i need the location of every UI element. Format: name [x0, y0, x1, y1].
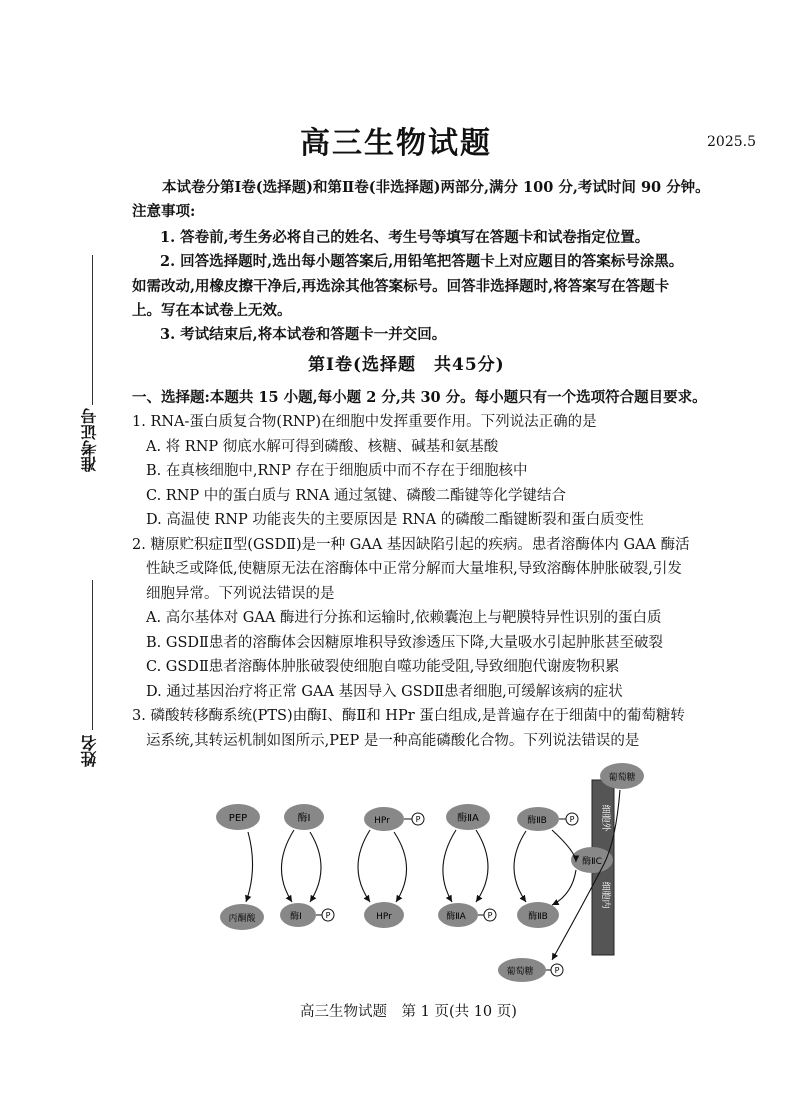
pyruvate-label: 丙酮酸 [228, 914, 256, 924]
glucose-outside-label: 葡萄糖 [608, 773, 636, 783]
exam-intro: 本试卷分第Ⅰ卷(选择题)和第Ⅱ卷(非选择题)两部分,满分 100 分,考试时间 90 分钟。 [162, 179, 710, 196]
note-item: 3. 考试结束后,将本试卷和答题卡一并交回。 [160, 326, 447, 343]
reaction-arrow [281, 830, 294, 902]
enzyme-2a-p-label: 酶ⅡA [446, 912, 466, 922]
binding-line-top [92, 255, 93, 405]
binding-line-bottom [92, 580, 93, 730]
pep-label: PEP [228, 813, 248, 824]
reaction-arrow [394, 832, 407, 902]
name-label: 姓名 [80, 735, 99, 767]
note-item: 上。写在本试卷上无效。 [132, 302, 292, 319]
note-item: 如需改动,用橡皮擦干净后,再选涂其他答案标号。回答非选择题时,将答案写在答题卡 [132, 278, 670, 295]
enzyme-2a-label: 酶ⅡA [457, 813, 479, 824]
membrane-outside-label: 细胞外 [600, 804, 610, 832]
part-instruction: 一、选择题:本题共 15 小题,每小题 2 分,共 30 分。每小题只有一个选项符合题目要求。 [132, 389, 707, 406]
enzyme-2b-label: 酶ⅡB [528, 912, 548, 922]
question-stem: 3. 磷酸转移酶系统(PTS)由酶Ⅰ、酶Ⅱ和 HPr 蛋白组成,是普遍存在于细菌中的葡萄糖转 [132, 708, 685, 724]
reaction-arrow [476, 830, 488, 902]
question-option: B. GSDⅡ患者的溶酶体会因糖原堆积导致渗透压下降,大量吸水引起肿胀甚至破裂 [146, 635, 663, 651]
reaction-arrow [246, 832, 253, 902]
question-option: B. 在真核细胞中,RNP 存在于细胞质中而不存在于细胞核中 [146, 463, 528, 479]
enzyme-2b-p-label: 酶ⅡB [527, 816, 547, 826]
question-stem: 性缺乏或降低,使糖原无法在溶酶体中正常分解而大量堆积,导致溶酶体肿胀破裂,引发 [146, 561, 682, 577]
question-option: A. 高尔基体对 GAA 酶进行分拣和运输时,依赖囊泡上与靶膜特异性识别的蛋白质 [146, 610, 662, 626]
notes-heading: 注意事项: [132, 203, 196, 220]
note-item: 2. 回答选择题时,选出每小题答案后,用铅笔把答题卡上对应题目的答案标号涂黑。 [160, 253, 684, 270]
exam-date: 2025.5 [707, 134, 756, 150]
question-stem: 细胞异常。下列说法错误的是 [146, 586, 335, 602]
hpr-p-label: HPr [374, 816, 390, 826]
question-option: D. 高温使 RNP 功能丧失的主要原因是 RNA 的磷酸二酯键断裂和蛋白质变性 [146, 512, 644, 528]
phosphate-label: P [415, 815, 421, 824]
question-stem: 1. RNA-蛋白质复合物(RNP)在细胞中发挥重要作用。下列说法正确的是 [132, 414, 597, 430]
reaction-arrow [443, 830, 456, 902]
question-option: D. 通过基因治疗将正常 GAA 基因导入 GSDⅡ患者细胞,可缓解该病的症状 [146, 684, 623, 700]
glucose-inside-label: 葡萄糖 [506, 967, 534, 977]
question-stem: 2. 糖原贮积症Ⅱ型(GSDⅡ)是一种 GAA 基因缺陷引起的疾病。患者溶酶体内 GAA 酶活 [132, 537, 690, 553]
phosphate-label: P [554, 966, 560, 975]
exam-title: 高三生物试题 [300, 126, 492, 161]
phosphate-label: P [325, 911, 331, 920]
enzyme-one-label: 酶Ⅰ [297, 813, 311, 824]
enzyme-one-p-label: 酶Ⅰ [290, 912, 302, 922]
exam-id-label: 准考证号 [80, 408, 99, 472]
enzyme-2c-label: 酶ⅡC [582, 857, 602, 867]
pts-diagram [200, 760, 660, 985]
question-stem: 运系统,其转运机制如图所示,PEP 是一种高能磷酸化合物。下列说法错误的是 [146, 733, 640, 749]
phosphate-label: P [487, 911, 493, 920]
question-option: C. RNP 中的蛋白质与 RNA 通过氢键、磷酸二酯键等化学键结合 [146, 488, 567, 504]
reaction-arrow [552, 870, 576, 905]
membrane-inside-label: 细胞内 [600, 881, 610, 909]
page-footer: 高三生物试题 第 1 页(共 10 页) [300, 1004, 517, 1020]
section-title: 第Ⅰ卷(选择题 共45分) [308, 355, 505, 375]
question-option: C. GSDⅡ患者溶酶体肿胀破裂使细胞自噬功能受阻,导致细胞代谢废物积累 [146, 659, 620, 675]
reaction-arrow [310, 832, 321, 902]
reaction-arrow [358, 830, 370, 902]
reaction-arrow [514, 831, 526, 902]
question-option: A. 将 RNP 彻底水解可得到磷酸、核糖、碱基和氨基酸 [146, 439, 499, 455]
note-item: 1. 答卷前,考生务必将自己的姓名、考生号等填写在答题卡和试卷指定位置。 [160, 229, 650, 246]
hpr-label: HPr [376, 912, 392, 922]
phosphate-label: P [569, 815, 575, 824]
